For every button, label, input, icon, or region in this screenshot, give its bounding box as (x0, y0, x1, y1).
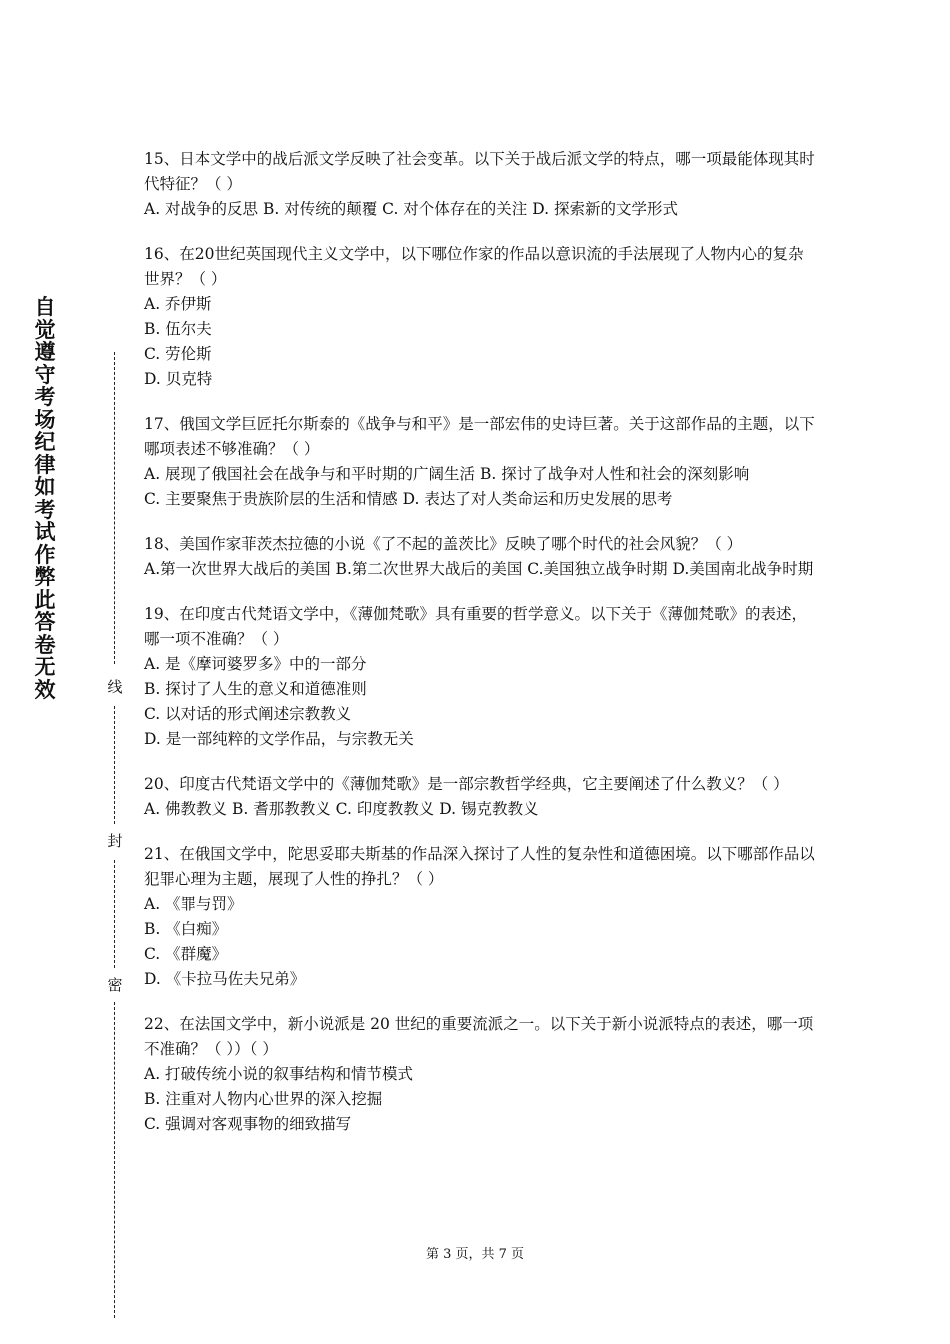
option-line: A.第一次世界大战后的美国 B.第二次世界大战后的美国 C.美国独立战争时期 D.美国南北战争时期 (144, 560, 814, 578)
option-b: B. 《白痴》 (144, 920, 228, 938)
question-21 (144, 842, 816, 992)
question-stem: 16、在20世纪英国现代主义文学中，以下哪位作家的作品以意识流的手法展现了人物内心的复杂世界？（ ） (144, 245, 804, 288)
binding-dashed-line (114, 860, 115, 968)
option-line: A. 展现了俄国社会在战争与和平时期的广阔生活 B. 探讨了战争对人性和社会的深刻影响 (144, 465, 750, 483)
seal-label-seal: 封 (104, 832, 126, 850)
option-a: A. 乔伊斯 (144, 295, 212, 313)
question-stem: 19、在印度古代梵语文学中，《薄伽梵歌》具有重要的哲学意义。以下关于《薄伽梵歌》的表述，哪一项不准确？（ ） (144, 605, 807, 648)
binding-dashed-line (114, 1002, 115, 1318)
seal-label-line: 线 (104, 678, 126, 696)
question-20 (144, 772, 816, 822)
question-stem: 20、印度古代梵语文学中的《薄伽梵歌》是一部宗教哲学经典，它主要阐述了什么教义？（ ） (144, 775, 789, 793)
question-stem: 22、在法国文学中，新小说派是 20 世纪的重要流派之一。以下关于新小说派特点的表述，哪一项不准确？（ ））（ ） (144, 1015, 814, 1058)
option-c: C. 强调对客观事物的细致描写 (144, 1115, 352, 1133)
question-list (144, 147, 816, 1157)
seal-label-secret: 密 (104, 976, 126, 994)
question-17 (144, 412, 816, 512)
option-c: C. 以对话的形式阐述宗教教义 (144, 705, 352, 723)
option-a: A. 打破传统小说的叙事结构和情节模式 (144, 1065, 414, 1083)
option-line: C. 主要聚焦于贵族阶层的生活和情感 D. 表达了对人类命运和历史发展的思考 (144, 490, 673, 508)
question-19 (144, 602, 816, 752)
option-b: B. 注重对人物内心世界的深入挖掘 (144, 1090, 383, 1108)
question-stem: 18、美国作家菲茨杰拉德的小说《了不起的盖茨比》反映了哪个时代的社会风貌？（ ） (144, 535, 743, 553)
binding-dashed-line (114, 352, 115, 664)
question-22 (144, 1012, 816, 1137)
page-number: 第 3 页，共 7 页 (425, 1247, 525, 1262)
option-d: D. 《卡拉马佐夫兄弟》 (144, 970, 306, 988)
option-b: B. 伍尔夫 (144, 320, 212, 338)
option-line: A. 对战争的反思 B. 对传统的颠覆 C. 对个体存在的关注 D. 探索新的文学形式 (144, 200, 678, 218)
question-stem: 15、日本文学中的战后派文学反映了社会变革。以下关于战后派文学的特点，哪一项最能体现其时代特征？（ ） (144, 150, 815, 193)
exam-discipline-notice: 自觉遵守考场纪律如考试作弊此答卷无效 (34, 295, 56, 702)
option-d: D. 贝克特 (144, 370, 213, 388)
option-c: C. 劳伦斯 (144, 345, 212, 363)
option-d: D. 是一部纯粹的文学作品，与宗教无关 (144, 730, 414, 748)
option-a: A. 是《摩诃婆罗多》中的一部分 (144, 655, 367, 673)
question-stem: 17、俄国文学巨匠托尔斯泰的《战争与和平》是一部宏伟的史诗巨著。关于这部作品的主题，以下哪项表述不够准确？（ ） (144, 415, 815, 458)
question-15 (144, 147, 816, 222)
option-c: C. 《群魔》 (144, 945, 228, 963)
question-16 (144, 242, 816, 392)
option-line: A. 佛教教义 B. 耆那教教义 C. 印度教教义 D. 锡克教教义 (144, 800, 539, 818)
question-18 (144, 532, 816, 582)
question-stem: 21、在俄国文学中，陀思妥耶夫斯基的作品深入探讨了人性的复杂性和道德困境。以下哪部作品以犯罪心理为主题，展现了人性的挣扎？（ ） (144, 845, 815, 888)
option-b: B. 探讨了人生的意义和道德准则 (144, 680, 367, 698)
binding-dashed-line (114, 706, 115, 824)
option-a: A. 《罪与罚》 (144, 895, 243, 913)
